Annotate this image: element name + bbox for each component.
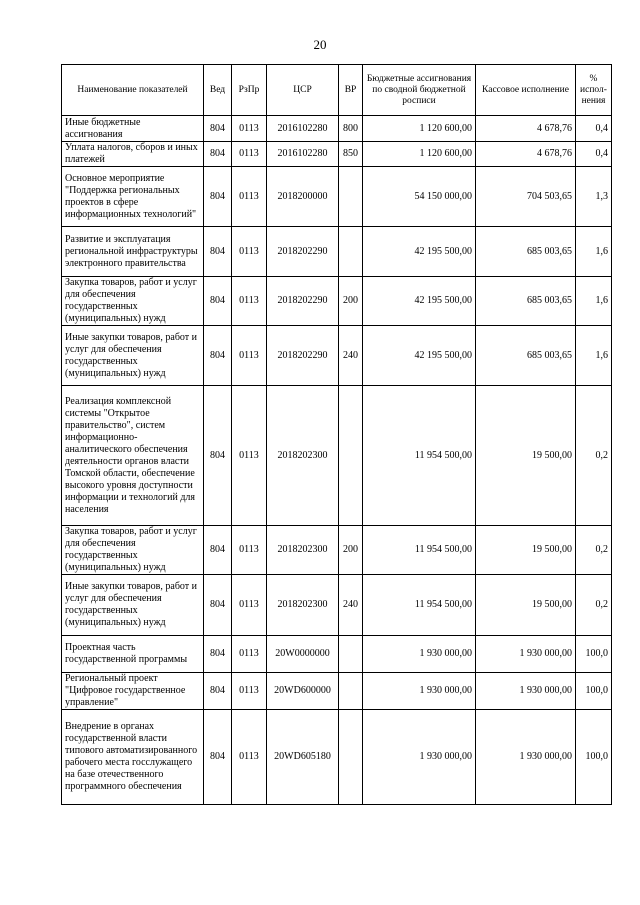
row-vr <box>339 636 363 673</box>
header-csr: ЦСР <box>267 65 339 116</box>
table-row <box>62 326 612 386</box>
header-cash: Кассовое исполнение <box>476 65 576 116</box>
row-ved: 804 <box>204 386 232 526</box>
row-rzpr: 0113 <box>232 710 267 805</box>
row-rzpr: 0113 <box>232 167 267 227</box>
row-rzpr: 0113 <box>232 386 267 526</box>
row-pct: 0,2 <box>576 575 612 636</box>
row-csr: 2018202290 <box>267 326 339 386</box>
row-name: Реализация комплексной системы "Открытое правительство", систем информационно-аналитического обеспечения деятельности органов власти Томской области, обеспечение высокого уровня доступности информации и технологий для населения <box>62 386 204 526</box>
row-name: Развитие и эксплуатация региональной инфраструктуры электронного правительства <box>62 227 204 277</box>
row-csr: 2018200000 <box>267 167 339 227</box>
row-pct: 1,6 <box>576 326 612 386</box>
table-row <box>62 673 612 710</box>
table-row <box>62 227 612 277</box>
row-rzpr: 0113 <box>232 227 267 277</box>
table-row <box>62 142 612 167</box>
row-cash: 685 003,65 <box>476 227 576 277</box>
table-row <box>62 636 612 673</box>
row-vr <box>339 227 363 277</box>
row-cash: 1 930 000,00 <box>476 673 576 710</box>
row-rzpr: 0113 <box>232 326 267 386</box>
row-vr: 800 <box>339 116 363 142</box>
row-ved: 804 <box>204 227 232 277</box>
row-name: Проектная часть государственной программы <box>62 636 204 673</box>
budget-execution-table <box>61 64 612 805</box>
row-csr: 2018202290 <box>267 227 339 277</box>
row-ved: 804 <box>204 116 232 142</box>
row-name: Закупка товаров, работ и услуг для обеспечения государственных (муниципальных) нужд <box>62 277 204 326</box>
row-vr: 200 <box>339 277 363 326</box>
row-budget: 11 954 500,00 <box>363 575 476 636</box>
row-cash: 19 500,00 <box>476 575 576 636</box>
row-rzpr: 0113 <box>232 636 267 673</box>
row-name: Региональный проект "Цифровое государственное управление" <box>62 673 204 710</box>
row-pct: 100,0 <box>576 710 612 805</box>
row-csr: 2016102280 <box>267 116 339 142</box>
row-pct: 0,2 <box>576 386 612 526</box>
row-rzpr: 0113 <box>232 575 267 636</box>
header-vr: ВР <box>339 65 363 116</box>
row-rzpr: 0113 <box>232 277 267 326</box>
row-vr <box>339 710 363 805</box>
row-budget: 1 120 600,00 <box>363 142 476 167</box>
row-cash: 4 678,76 <box>476 142 576 167</box>
row-name: Основное мероприятие "Поддержка региональных проектов в сфере информационных технологий" <box>62 167 204 227</box>
row-cash: 1 930 000,00 <box>476 636 576 673</box>
row-csr: 2018202300 <box>267 575 339 636</box>
table-row <box>62 710 612 805</box>
row-vr <box>339 386 363 526</box>
row-ved: 804 <box>204 167 232 227</box>
row-budget: 1 120 600,00 <box>363 116 476 142</box>
page-number: 20 <box>313 37 327 52</box>
row-pct: 100,0 <box>576 673 612 710</box>
row-budget: 42 195 500,00 <box>363 277 476 326</box>
row-cash: 4 678,76 <box>476 116 576 142</box>
row-ved: 804 <box>204 326 232 386</box>
row-cash: 19 500,00 <box>476 526 576 575</box>
table-row <box>62 575 612 636</box>
row-ved: 804 <box>204 277 232 326</box>
row-pct: 0,2 <box>576 526 612 575</box>
row-name: Иные закупки товаров, работ и услуг для обеспечения государственных (муниципальных) нужд <box>62 575 204 636</box>
row-budget: 1 930 000,00 <box>363 636 476 673</box>
row-name: Уплата налогов, сборов и иных платежей <box>62 142 204 167</box>
row-rzpr: 0113 <box>232 116 267 142</box>
row-budget: 42 195 500,00 <box>363 326 476 386</box>
row-cash: 19 500,00 <box>476 386 576 526</box>
header-name: Наименование показателей <box>62 65 204 116</box>
row-budget: 54 150 000,00 <box>363 167 476 227</box>
row-rzpr: 0113 <box>232 142 267 167</box>
row-pct: 100,0 <box>576 636 612 673</box>
row-pct: 1,3 <box>576 167 612 227</box>
row-name: Закупка товаров, работ и услуг для обеспечения государственных (муниципальных) нужд <box>62 526 204 575</box>
table-row <box>62 167 612 227</box>
row-budget: 11 954 500,00 <box>363 526 476 575</box>
row-ved: 804 <box>204 526 232 575</box>
row-rzpr: 0113 <box>232 673 267 710</box>
row-csr: 2018202300 <box>267 386 339 526</box>
row-pct: 0,4 <box>576 116 612 142</box>
header-pct: % испол-нения <box>576 65 612 116</box>
row-vr: 240 <box>339 575 363 636</box>
header-rzpr: РзПр <box>232 65 267 116</box>
row-name: Иные закупки товаров, работ и услуг для обеспечения государственных (муниципальных) нужд <box>62 326 204 386</box>
row-budget: 42 195 500,00 <box>363 227 476 277</box>
row-vr: 850 <box>339 142 363 167</box>
row-budget: 11 954 500,00 <box>363 386 476 526</box>
row-vr: 240 <box>339 326 363 386</box>
table-row <box>62 116 612 142</box>
row-csr: 20W0000000 <box>267 636 339 673</box>
table-row <box>62 386 612 526</box>
row-ved: 804 <box>204 636 232 673</box>
table-body <box>62 116 612 805</box>
row-cash: 704 503,65 <box>476 167 576 227</box>
header-ved: Вед <box>204 65 232 116</box>
row-vr <box>339 167 363 227</box>
row-ved: 804 <box>204 710 232 805</box>
row-pct: 1,6 <box>576 277 612 326</box>
row-rzpr: 0113 <box>232 526 267 575</box>
row-budget: 1 930 000,00 <box>363 710 476 805</box>
row-cash: 1 930 000,00 <box>476 710 576 805</box>
row-csr: 2018202290 <box>267 277 339 326</box>
header-budget: Бюджетные ассигнования по сводной бюджетной росписи <box>363 65 476 116</box>
row-vr: 200 <box>339 526 363 575</box>
row-pct: 0,4 <box>576 142 612 167</box>
table-row <box>62 526 612 575</box>
row-vr <box>339 673 363 710</box>
row-csr: 2016102280 <box>267 142 339 167</box>
row-csr: 2018202300 <box>267 526 339 575</box>
row-pct: 1,6 <box>576 227 612 277</box>
row-cash: 685 003,65 <box>476 277 576 326</box>
row-name: Иные бюджетные ассигнования <box>62 116 204 142</box>
table-header-row <box>62 65 612 116</box>
row-csr: 20WD600000 <box>267 673 339 710</box>
table-row <box>62 277 612 326</box>
row-budget: 1 930 000,00 <box>363 673 476 710</box>
row-name: Внедрение в органах государственной власти типового автоматизированного рабочего места госслужащего на базе отечественного программного обеспечения <box>62 710 204 805</box>
row-csr: 20WD605180 <box>267 710 339 805</box>
row-ved: 804 <box>204 142 232 167</box>
row-cash: 685 003,65 <box>476 326 576 386</box>
row-ved: 804 <box>204 575 232 636</box>
row-ved: 804 <box>204 673 232 710</box>
